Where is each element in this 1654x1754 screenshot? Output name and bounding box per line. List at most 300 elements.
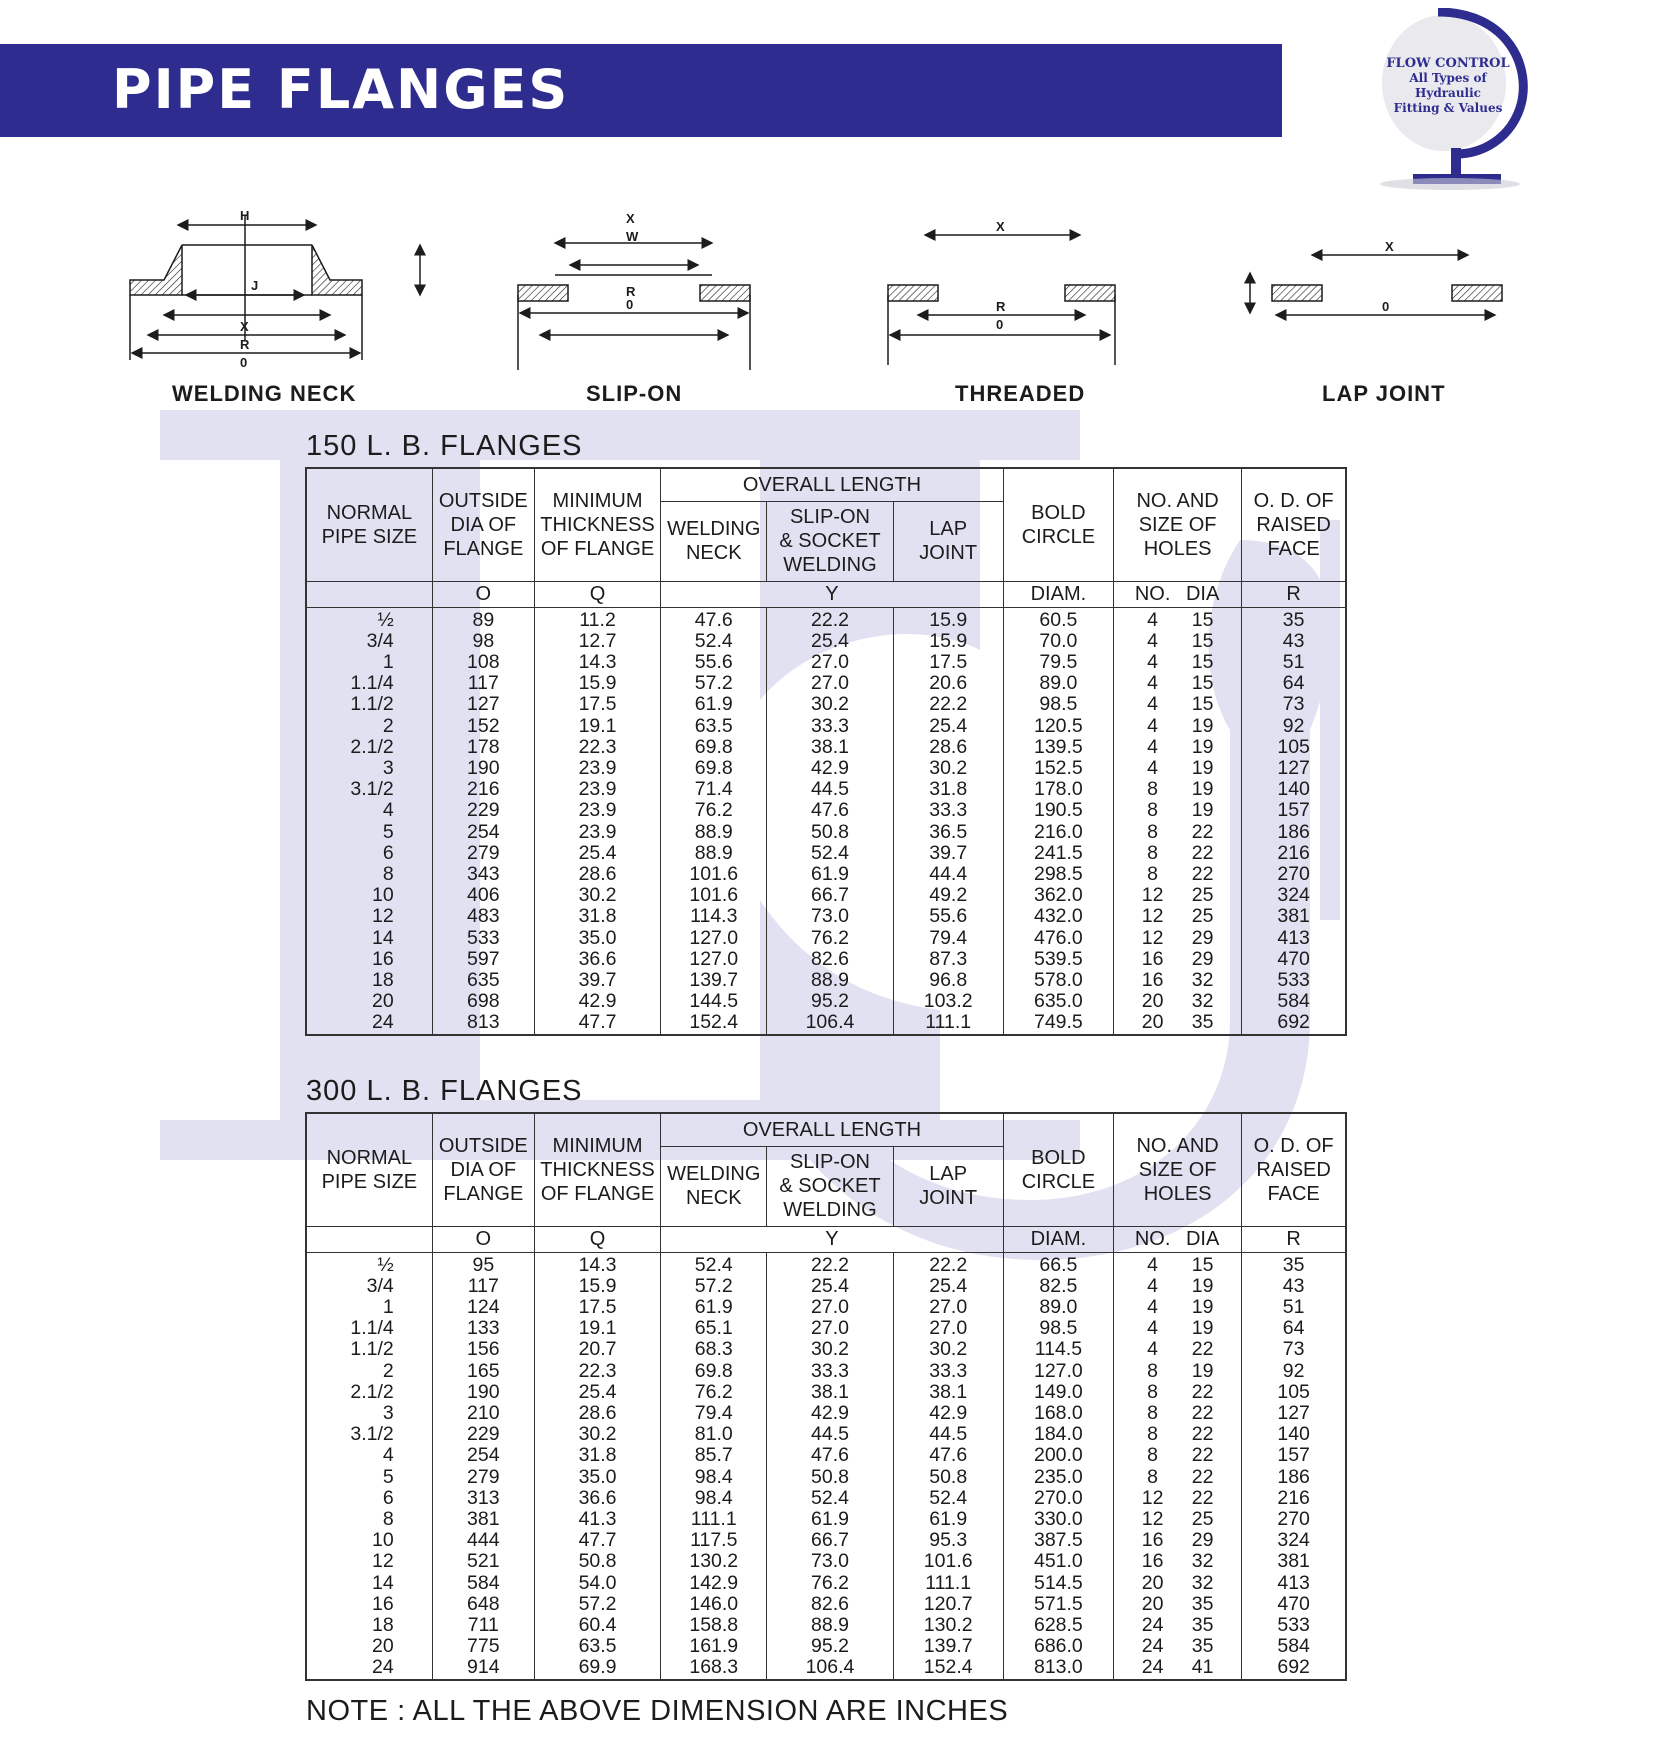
cell-holes-no: 4 bbox=[1147, 735, 1159, 758]
cell-outside-dia: 711 bbox=[432, 1615, 534, 1636]
cell-bold-circle: 152.5 bbox=[1003, 758, 1113, 779]
cell-thickness: 17.5 bbox=[534, 694, 660, 715]
title-banner bbox=[0, 44, 1282, 137]
bold-circle-line: CIRCLE bbox=[1021, 1170, 1096, 1193]
cell-raised-face: 73 bbox=[1242, 694, 1346, 715]
sym-r: R bbox=[1242, 581, 1346, 607]
cell-holes-dia: 41 bbox=[1191, 1656, 1214, 1679]
cell-slip-on: 47.6 bbox=[767, 1445, 893, 1466]
cell-raised-face: 140 bbox=[1242, 779, 1346, 800]
cell-lap-joint: 55.6 bbox=[893, 906, 1003, 927]
cell-pipe-size: 20 bbox=[306, 991, 432, 1012]
cell-lap-joint: 44.4 bbox=[893, 864, 1003, 885]
cell-slip-on: 82.6 bbox=[767, 1594, 893, 1615]
cell-outside-dia: 229 bbox=[432, 800, 534, 821]
cell-holes-dia: 29 bbox=[1191, 1529, 1214, 1552]
cell-raised-face: 105 bbox=[1242, 1382, 1346, 1403]
cell-lap-joint: 15.9 bbox=[893, 631, 1003, 652]
cell-holes bbox=[1114, 928, 1242, 949]
table-row bbox=[306, 652, 1346, 673]
cell-holes bbox=[1114, 800, 1242, 821]
cell-holes bbox=[1114, 607, 1242, 631]
cell-holes-no: 24 bbox=[1141, 1635, 1164, 1658]
sym-blank bbox=[306, 581, 432, 607]
cell-welding-neck: 114.3 bbox=[661, 906, 767, 927]
holes-line: NO. AND bbox=[1136, 489, 1219, 512]
cell-welding-neck: 76.2 bbox=[661, 800, 767, 821]
raised-face-line: FACE bbox=[1267, 1182, 1320, 1205]
cell-thickness: 47.7 bbox=[534, 1012, 660, 1034]
holes-line: HOLES bbox=[1143, 537, 1212, 560]
cell-pipe-size: 5 bbox=[306, 1467, 432, 1488]
normal-pipe-size-line: NORMAL bbox=[326, 501, 413, 524]
cell-holes-dia: 32 bbox=[1191, 990, 1214, 1013]
cell-holes-no: 12 bbox=[1141, 1486, 1164, 1509]
cell-thickness: 19.1 bbox=[534, 1318, 660, 1339]
cell-holes bbox=[1114, 758, 1242, 779]
table-row bbox=[306, 928, 1346, 949]
cell-outside-dia: 254 bbox=[432, 822, 534, 843]
cell-welding-neck: 142.9 bbox=[661, 1573, 767, 1594]
cell-holes-dia: 22 bbox=[1191, 1444, 1214, 1467]
cell-thickness: 31.8 bbox=[534, 906, 660, 927]
sym-dia: DIA bbox=[1185, 1227, 1220, 1250]
cell-lap-joint: 20.6 bbox=[893, 673, 1003, 694]
cell-slip-on: 38.1 bbox=[767, 737, 893, 758]
table-row bbox=[306, 1615, 1346, 1636]
cell-raised-face: 64 bbox=[1242, 1318, 1346, 1339]
cell-bold-circle: 635.0 bbox=[1003, 991, 1113, 1012]
cell-raised-face: 127 bbox=[1242, 758, 1346, 779]
col-normal-pipe-size bbox=[306, 468, 432, 581]
cell-outside-dia: 343 bbox=[432, 864, 534, 885]
cell-holes-no: 12 bbox=[1141, 1507, 1164, 1530]
holes-line: SIZE OF bbox=[1138, 1158, 1217, 1181]
svg-text:0: 0 bbox=[996, 317, 1004, 332]
col-overall-length: OVERALL LENGTH bbox=[661, 1113, 1004, 1146]
flange-table-300 bbox=[305, 1112, 1347, 1681]
cell-holes bbox=[1114, 1530, 1242, 1551]
svg-text:H: H bbox=[240, 208, 250, 223]
cell-raised-face: 381 bbox=[1242, 906, 1346, 927]
logo-text bbox=[1378, 56, 1518, 116]
cell-welding-neck: 81.0 bbox=[661, 1424, 767, 1445]
cell-holes-dia: 22 bbox=[1191, 1380, 1214, 1403]
table-row bbox=[306, 1657, 1346, 1679]
cell-holes-no: 4 bbox=[1147, 629, 1159, 652]
cell-thickness: 60.4 bbox=[534, 1615, 660, 1636]
cell-outside-dia: 444 bbox=[432, 1530, 534, 1551]
cell-lap-joint: 96.8 bbox=[893, 970, 1003, 991]
cell-holes bbox=[1114, 1382, 1242, 1403]
outside-dia-line: OUTSIDE bbox=[438, 1134, 528, 1157]
cell-pipe-size: 24 bbox=[306, 1657, 432, 1679]
cell-bold-circle: 114.5 bbox=[1003, 1339, 1113, 1360]
cell-pipe-size: 1.1/4 bbox=[306, 1318, 432, 1339]
cell-lap-joint: 101.6 bbox=[893, 1551, 1003, 1572]
cell-bold-circle: 66.5 bbox=[1003, 1252, 1113, 1276]
cell-outside-dia: 117 bbox=[432, 673, 534, 694]
table-row bbox=[306, 607, 1346, 631]
cell-slip-on: 27.0 bbox=[767, 652, 893, 673]
table-row bbox=[306, 1488, 1346, 1509]
table-row bbox=[306, 1530, 1346, 1551]
cell-bold-circle: 120.5 bbox=[1003, 716, 1113, 737]
cell-pipe-size: 14 bbox=[306, 1573, 432, 1594]
cell-slip-on: 76.2 bbox=[767, 928, 893, 949]
cell-welding-neck: 61.9 bbox=[661, 1297, 767, 1318]
table-row bbox=[306, 1636, 1346, 1657]
cell-holes bbox=[1114, 716, 1242, 737]
sym-q: Q bbox=[534, 581, 660, 607]
cell-raised-face: 92 bbox=[1242, 1361, 1346, 1382]
flange-table-150 bbox=[305, 467, 1347, 1036]
cell-holes-dia: 19 bbox=[1191, 1317, 1214, 1340]
table-150-title: 150 L. B. FLANGES bbox=[306, 430, 583, 462]
cell-welding-neck: 127.0 bbox=[661, 949, 767, 970]
cell-welding-neck: 69.8 bbox=[661, 758, 767, 779]
cell-holes bbox=[1114, 1361, 1242, 1382]
svg-text:0: 0 bbox=[626, 297, 634, 312]
raised-face-line: FACE bbox=[1267, 537, 1320, 560]
cell-slip-on: 33.3 bbox=[767, 1361, 893, 1382]
cell-lap-joint: 103.2 bbox=[893, 991, 1003, 1012]
cell-bold-circle: 190.5 bbox=[1003, 800, 1113, 821]
cell-welding-neck: 47.6 bbox=[661, 607, 767, 631]
cell-outside-dia: 216 bbox=[432, 779, 534, 800]
cell-welding-neck: 146.0 bbox=[661, 1594, 767, 1615]
welding-neck-line: WELDING bbox=[667, 1163, 761, 1185]
cell-holes-no: 12 bbox=[1141, 884, 1164, 907]
table-row bbox=[306, 1276, 1346, 1297]
cell-raised-face: 43 bbox=[1242, 631, 1346, 652]
cell-holes-dia: 15 bbox=[1191, 672, 1214, 695]
lap-joint-label: LAP JOINT bbox=[1322, 381, 1446, 406]
cell-raised-face: 35 bbox=[1242, 607, 1346, 631]
cell-slip-on: 82.6 bbox=[767, 949, 893, 970]
cell-bold-circle: 571.5 bbox=[1003, 1594, 1113, 1615]
outside-dia-line: FLANGE bbox=[443, 1182, 524, 1205]
cell-holes-dia: 22 bbox=[1191, 820, 1214, 843]
svg-text:X: X bbox=[996, 219, 1005, 234]
cell-outside-dia: 178 bbox=[432, 737, 534, 758]
sym-no: NO. bbox=[1134, 1227, 1171, 1250]
cell-raised-face: 381 bbox=[1242, 1551, 1346, 1572]
cell-holes-dia: 22 bbox=[1191, 1423, 1214, 1446]
cell-lap-joint: 25.4 bbox=[893, 716, 1003, 737]
cell-holes-dia: 15 bbox=[1191, 693, 1214, 716]
col-min-thickness bbox=[534, 468, 660, 581]
cell-holes bbox=[1114, 631, 1242, 652]
cell-holes-no: 8 bbox=[1147, 1444, 1159, 1467]
cell-holes-no: 12 bbox=[1141, 926, 1164, 949]
outside-dia-line: DIA OF bbox=[450, 1158, 517, 1181]
normal-pipe-size-line: NORMAL bbox=[326, 1146, 413, 1169]
cell-slip-on: 95.2 bbox=[767, 991, 893, 1012]
sym-diam: DIAM. bbox=[1003, 1226, 1113, 1252]
cell-outside-dia: 521 bbox=[432, 1551, 534, 1572]
col-welding-neck bbox=[661, 1146, 767, 1226]
cell-welding-neck: 161.9 bbox=[661, 1636, 767, 1657]
cell-lap-joint: 95.3 bbox=[893, 1530, 1003, 1551]
cell-thickness: 25.4 bbox=[534, 843, 660, 864]
cell-thickness: 41.3 bbox=[534, 1509, 660, 1530]
cell-raised-face: 470 bbox=[1242, 949, 1346, 970]
cell-welding-neck: 61.9 bbox=[661, 694, 767, 715]
cell-bold-circle: 89.0 bbox=[1003, 1297, 1113, 1318]
cell-thickness: 14.3 bbox=[534, 652, 660, 673]
cell-holes-no: 8 bbox=[1147, 820, 1159, 843]
cell-thickness: 30.2 bbox=[534, 885, 660, 906]
cell-holes bbox=[1114, 906, 1242, 927]
cell-slip-on: 61.9 bbox=[767, 864, 893, 885]
cell-outside-dia: 98 bbox=[432, 631, 534, 652]
cell-holes bbox=[1114, 1573, 1242, 1594]
cell-holes-dia: 19 bbox=[1191, 778, 1214, 801]
cell-outside-dia: 597 bbox=[432, 949, 534, 970]
cell-holes-no: 8 bbox=[1147, 1401, 1159, 1424]
table-row bbox=[306, 843, 1346, 864]
sym-y: Y bbox=[661, 1226, 1004, 1252]
cell-bold-circle: 578.0 bbox=[1003, 970, 1113, 991]
cell-raised-face: 584 bbox=[1242, 991, 1346, 1012]
cell-bold-circle: 200.0 bbox=[1003, 1445, 1113, 1466]
cell-lap-joint: 111.1 bbox=[893, 1012, 1003, 1034]
cell-pipe-size: 24 bbox=[306, 1012, 432, 1034]
cell-holes-no: 4 bbox=[1147, 756, 1159, 779]
cell-holes bbox=[1114, 1551, 1242, 1572]
cell-welding-neck: 57.2 bbox=[661, 673, 767, 694]
cell-holes-dia: 25 bbox=[1191, 1507, 1214, 1530]
cell-slip-on: 73.0 bbox=[767, 1551, 893, 1572]
slip-on-line: SLIP-ON bbox=[789, 1151, 870, 1173]
cell-holes-no: 4 bbox=[1147, 714, 1159, 737]
cell-slip-on: 44.5 bbox=[767, 1424, 893, 1445]
col-normal-pipe-size bbox=[306, 1113, 432, 1226]
holes-line: HOLES bbox=[1143, 1182, 1212, 1205]
cell-bold-circle: 216.0 bbox=[1003, 822, 1113, 843]
cell-pipe-size: 8 bbox=[306, 864, 432, 885]
cell-thickness: 20.7 bbox=[534, 1339, 660, 1360]
cell-holes-dia: 32 bbox=[1191, 1550, 1214, 1573]
cell-thickness: 23.9 bbox=[534, 758, 660, 779]
cell-thickness: 23.9 bbox=[534, 779, 660, 800]
cell-outside-dia: 313 bbox=[432, 1488, 534, 1509]
cell-lap-joint: 42.9 bbox=[893, 1403, 1003, 1424]
cell-thickness: 36.6 bbox=[534, 1488, 660, 1509]
sym-no-dia bbox=[1114, 1226, 1242, 1252]
cell-raised-face: 43 bbox=[1242, 1276, 1346, 1297]
cell-holes bbox=[1114, 694, 1242, 715]
cell-slip-on: 42.9 bbox=[767, 1403, 893, 1424]
cell-holes-dia: 19 bbox=[1191, 1274, 1214, 1297]
holes-line: SIZE OF bbox=[1138, 513, 1217, 536]
cell-slip-on: 61.9 bbox=[767, 1509, 893, 1530]
cell-raised-face: 270 bbox=[1242, 864, 1346, 885]
cell-holes bbox=[1114, 1657, 1242, 1679]
slip-on-line: SLIP-ON bbox=[789, 506, 870, 528]
cell-holes bbox=[1114, 1339, 1242, 1360]
cell-pipe-size: 14 bbox=[306, 928, 432, 949]
cell-lap-joint: 15.9 bbox=[893, 607, 1003, 631]
cell-welding-neck: 68.3 bbox=[661, 1339, 767, 1360]
cell-lap-joint: 79.4 bbox=[893, 928, 1003, 949]
cell-lap-joint: 27.0 bbox=[893, 1297, 1003, 1318]
cell-outside-dia: 133 bbox=[432, 1318, 534, 1339]
sym-o: O bbox=[432, 581, 534, 607]
cell-slip-on: 88.9 bbox=[767, 970, 893, 991]
cell-slip-on: 50.8 bbox=[767, 822, 893, 843]
cell-lap-joint: 50.8 bbox=[893, 1467, 1003, 1488]
table-row bbox=[306, 779, 1346, 800]
table-row bbox=[306, 864, 1346, 885]
min-thickness-line: MINIMUM bbox=[552, 489, 643, 512]
cell-welding-neck: 52.4 bbox=[661, 1252, 767, 1276]
table-row bbox=[306, 694, 1346, 715]
sym-y: Y bbox=[661, 581, 1004, 607]
cell-holes-no: 16 bbox=[1141, 968, 1164, 991]
cell-lap-joint: 17.5 bbox=[893, 652, 1003, 673]
cell-bold-circle: 98.5 bbox=[1003, 694, 1113, 715]
cell-holes-dia: 32 bbox=[1191, 968, 1214, 991]
cell-welding-neck: 65.1 bbox=[661, 1318, 767, 1339]
cell-pipe-size: 1 bbox=[306, 652, 432, 673]
cell-pipe-size: 1.1/2 bbox=[306, 694, 432, 715]
cell-lap-joint: 38.1 bbox=[893, 1382, 1003, 1403]
bold-circle-line: CIRCLE bbox=[1021, 525, 1096, 548]
table-row bbox=[306, 949, 1346, 970]
cell-bold-circle: 139.5 bbox=[1003, 737, 1113, 758]
col-bold-circle bbox=[1003, 1113, 1113, 1226]
cell-holes-dia: 19 bbox=[1191, 735, 1214, 758]
cell-lap-joint: 22.2 bbox=[893, 694, 1003, 715]
cell-outside-dia: 108 bbox=[432, 652, 534, 673]
cell-thickness: 47.7 bbox=[534, 1530, 660, 1551]
cell-bold-circle: 298.5 bbox=[1003, 864, 1113, 885]
cell-bold-circle: 168.0 bbox=[1003, 1403, 1113, 1424]
cell-outside-dia: 635 bbox=[432, 970, 534, 991]
cell-holes bbox=[1114, 843, 1242, 864]
svg-text:0: 0 bbox=[240, 355, 248, 370]
cell-holes-no: 4 bbox=[1147, 650, 1159, 673]
cell-welding-neck: 152.4 bbox=[661, 1012, 767, 1034]
cell-lap-joint: 33.3 bbox=[893, 800, 1003, 821]
cell-raised-face: 216 bbox=[1242, 843, 1346, 864]
cell-holes-dia: 19 bbox=[1191, 1295, 1214, 1318]
cell-holes-no: 20 bbox=[1141, 990, 1164, 1013]
cell-holes bbox=[1114, 1424, 1242, 1445]
table-300-title: 300 L. B. FLANGES bbox=[306, 1075, 583, 1107]
cell-pipe-size: 12 bbox=[306, 1551, 432, 1572]
cell-pipe-size: 12 bbox=[306, 906, 432, 927]
cell-holes-dia: 35 bbox=[1191, 1613, 1214, 1636]
cell-slip-on: 25.4 bbox=[767, 631, 893, 652]
cell-slip-on: 42.9 bbox=[767, 758, 893, 779]
raised-face-line: RAISED bbox=[1256, 1158, 1331, 1181]
cell-thickness: 15.9 bbox=[534, 1276, 660, 1297]
table-row bbox=[306, 800, 1346, 821]
table-row bbox=[306, 906, 1346, 927]
cell-pipe-size: ½ bbox=[306, 607, 432, 631]
welding-neck-label: WELDING NECK bbox=[172, 381, 357, 406]
cell-raised-face: 692 bbox=[1242, 1657, 1346, 1679]
cell-slip-on: 30.2 bbox=[767, 694, 893, 715]
cell-lap-joint: 120.7 bbox=[893, 1594, 1003, 1615]
cell-outside-dia: 381 bbox=[432, 1509, 534, 1530]
cell-holes bbox=[1114, 949, 1242, 970]
cell-slip-on: 38.1 bbox=[767, 1382, 893, 1403]
cell-raised-face: 35 bbox=[1242, 1252, 1346, 1276]
cell-holes-no: 8 bbox=[1147, 1423, 1159, 1446]
cell-holes-no: 20 bbox=[1141, 1571, 1164, 1594]
cell-outside-dia: 210 bbox=[432, 1403, 534, 1424]
cell-slip-on: 106.4 bbox=[767, 1657, 893, 1679]
cell-thickness: 42.9 bbox=[534, 991, 660, 1012]
cell-thickness: 23.9 bbox=[534, 800, 660, 821]
cell-bold-circle: 241.5 bbox=[1003, 843, 1113, 864]
cell-raised-face: 51 bbox=[1242, 652, 1346, 673]
cell-bold-circle: 330.0 bbox=[1003, 1509, 1113, 1530]
cell-thickness: 28.6 bbox=[534, 864, 660, 885]
cell-holes-dia: 25 bbox=[1191, 905, 1214, 928]
cell-holes bbox=[1114, 1276, 1242, 1297]
cell-welding-neck: 85.7 bbox=[661, 1445, 767, 1466]
cell-pipe-size: 18 bbox=[306, 1615, 432, 1636]
cell-raised-face: 92 bbox=[1242, 716, 1346, 737]
cell-holes-dia: 35 bbox=[1191, 1635, 1214, 1658]
table-row bbox=[306, 1297, 1346, 1318]
cell-outside-dia: 152 bbox=[432, 716, 534, 737]
cell-pipe-size: 1 bbox=[306, 1297, 432, 1318]
cell-welding-neck: 98.4 bbox=[661, 1488, 767, 1509]
cell-slip-on: 27.0 bbox=[767, 1297, 893, 1318]
cell-bold-circle: 476.0 bbox=[1003, 928, 1113, 949]
table-row bbox=[306, 631, 1346, 652]
cell-bold-circle: 149.0 bbox=[1003, 1382, 1113, 1403]
welding-neck-line: NECK bbox=[685, 1187, 742, 1209]
cell-lap-joint: 52.4 bbox=[893, 1488, 1003, 1509]
lap-joint-line: LAP bbox=[929, 1163, 968, 1185]
outside-dia-line: OUTSIDE bbox=[438, 489, 528, 512]
cell-bold-circle: 387.5 bbox=[1003, 1530, 1113, 1551]
cell-outside-dia: 698 bbox=[432, 991, 534, 1012]
logo-line-3: Hydraulic bbox=[1415, 86, 1481, 100]
cell-holes-dia: 19 bbox=[1191, 714, 1214, 737]
cell-welding-neck: 117.5 bbox=[661, 1530, 767, 1551]
cell-outside-dia: 775 bbox=[432, 1636, 534, 1657]
cell-bold-circle: 514.5 bbox=[1003, 1573, 1113, 1594]
svg-text:R: R bbox=[996, 299, 1006, 314]
cell-welding-neck: 57.2 bbox=[661, 1276, 767, 1297]
slip-on-line: WELDING bbox=[783, 1199, 877, 1221]
col-lap-joint bbox=[893, 501, 1003, 581]
cell-outside-dia: 279 bbox=[432, 843, 534, 864]
slip-on-label: SLIP-ON bbox=[586, 381, 683, 406]
cell-holes-dia: 19 bbox=[1191, 799, 1214, 822]
flange-diagrams bbox=[0, 195, 1654, 415]
cell-welding-neck: 127.0 bbox=[661, 928, 767, 949]
cell-outside-dia: 406 bbox=[432, 885, 534, 906]
cell-holes-dia: 29 bbox=[1191, 926, 1214, 949]
sym-r: R bbox=[1242, 1226, 1346, 1252]
cell-pipe-size: 3.1/2 bbox=[306, 779, 432, 800]
cell-bold-circle: 235.0 bbox=[1003, 1467, 1113, 1488]
page-title: PIPE FLANGES bbox=[112, 58, 570, 121]
cell-bold-circle: 98.5 bbox=[1003, 1318, 1113, 1339]
cell-bold-circle: 60.5 bbox=[1003, 607, 1113, 631]
cell-thickness: 63.5 bbox=[534, 1636, 660, 1657]
table-row bbox=[306, 1467, 1346, 1488]
